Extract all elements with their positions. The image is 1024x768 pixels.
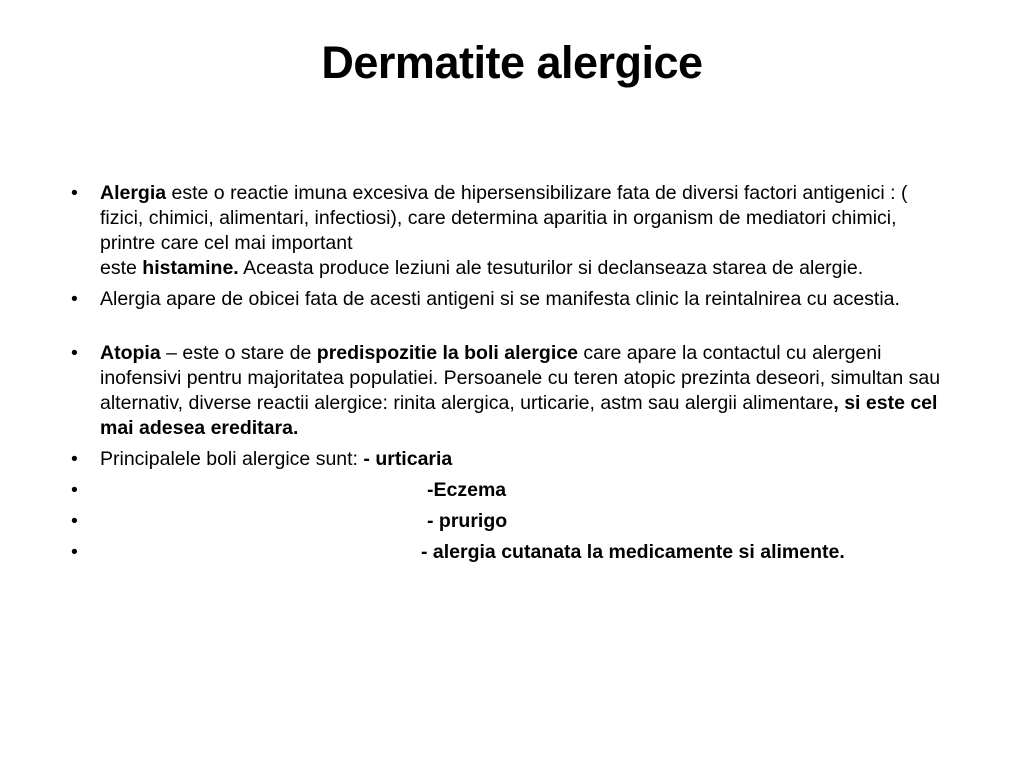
bullet-item-eczema xyxy=(71,478,951,503)
text-segment: care apare la contactul cu alergeni inofensivi pentru majoritatea populatiei. Persoanele cu teren atopic prezinta deseori, simultan sau alternativ, diverse reactii alergice: rinita alergica, urticarie, astm sau alergii alimentare xyxy=(100,342,941,414)
bullet-text xyxy=(100,342,940,439)
text-segment: Principalele boli alergice sunt: xyxy=(100,448,364,470)
slide-title: Dermatite alergice xyxy=(321,37,703,88)
bullet-icon: • xyxy=(71,448,78,470)
text-segment: – este o stare de xyxy=(160,342,317,364)
disease-prurigo: - prurigo xyxy=(427,510,508,532)
bullet-item-alergia-cutanata xyxy=(71,540,951,565)
bullet-icon: • xyxy=(71,541,78,563)
bullet-icon: • xyxy=(71,182,78,204)
bullet-icon: • xyxy=(71,288,78,310)
text-segment: Aceasta produce leziuni ale tesuturilor si declanseaza starea de alergie. xyxy=(238,257,864,279)
disease-eczema: -Eczema xyxy=(427,479,507,501)
term-predispozitie: predispozitie la boli alergice xyxy=(316,342,578,364)
bullet-text xyxy=(100,448,452,470)
bullet-icon: • xyxy=(71,342,78,364)
bullet-icon: • xyxy=(71,510,78,532)
text-segment: este xyxy=(100,257,143,279)
disease-urticaria: - urticaria xyxy=(363,448,453,470)
bullet-item-reintalnire xyxy=(71,287,951,312)
bullet-text xyxy=(100,541,845,563)
bullet-item-atopia xyxy=(71,341,951,441)
bullet-item-prurigo xyxy=(71,509,951,534)
bullet-item-principalele-boli xyxy=(71,447,951,472)
bullet-list xyxy=(71,181,951,571)
text-segment: este o reactie imuna excesiva de hipersensibilizare fata de diversi factori antigenici : ( fizici, chimici, alimentari, infectiosi), care determina aparitia in organism de mediatori chimici, printre care cel mai important xyxy=(100,182,908,254)
bullet-text xyxy=(100,182,907,279)
bullet-text xyxy=(100,510,507,532)
bullet-icon: • xyxy=(71,479,78,501)
term-atopia: Atopia xyxy=(100,342,161,364)
term-ereditara: , si este cel mai adesea ereditara. xyxy=(100,392,938,439)
term-alergia: Alergia xyxy=(100,182,167,204)
bullet-item-alergia xyxy=(71,181,951,281)
disease-alergia-cutanata: - alergia cutanata la medicamente si alimente. xyxy=(421,541,845,563)
bullet-text xyxy=(100,479,506,501)
bullet-text: Alergia apare de obicei fata de acesti antigeni si se manifesta clinic la reintalnirea cu acestia. xyxy=(100,288,900,310)
term-histamine: histamine. xyxy=(142,257,239,279)
